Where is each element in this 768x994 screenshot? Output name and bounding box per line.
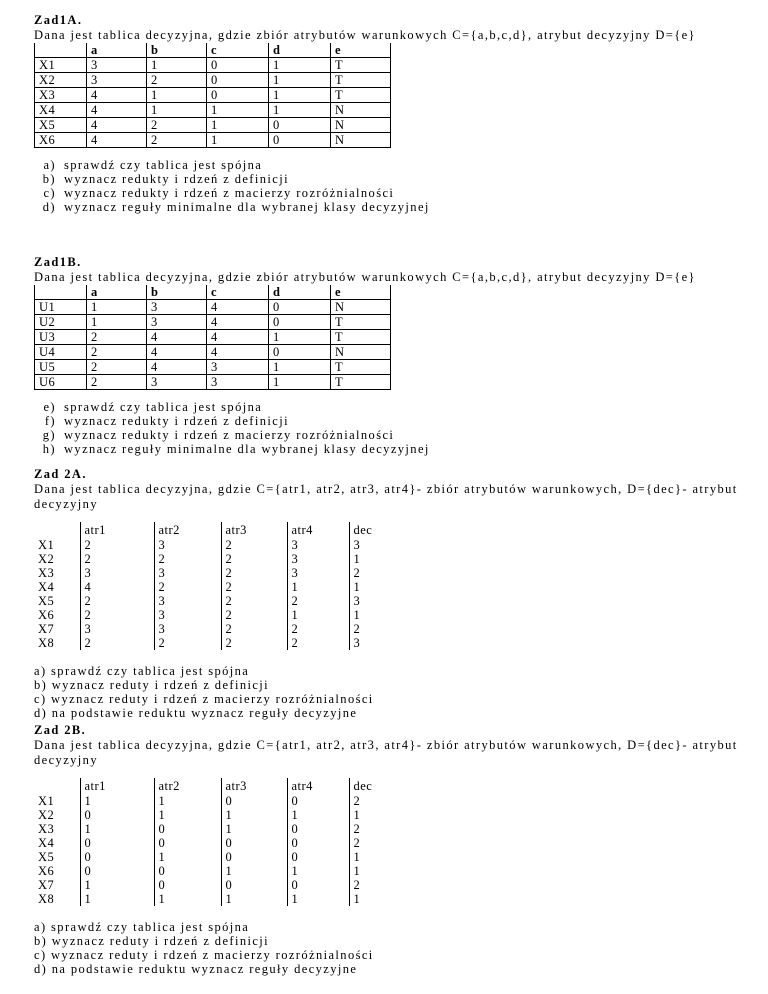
section-description: Dana jest tablica decyzyjna, gdzie zbiór atrybutów warunkowych C={a,b,c,d}, atrybut decyzyjny D={e}	[34, 270, 696, 284]
section-title: Zad1B.	[34, 255, 82, 269]
row-label: U6	[35, 375, 87, 390]
section-title: Zad1A.	[34, 13, 83, 27]
task-item	[34, 414, 754, 428]
table-row	[34, 836, 399, 850]
table-cell: 4	[147, 360, 207, 375]
section-description: Dana jest tablica decyzyjna, gdzie zbiór atrybutów warunkowych C={a,b,c,d}, atrybut decyzyjny D={e}	[34, 28, 696, 42]
table-row	[35, 315, 391, 330]
table-cell: T	[331, 315, 391, 330]
task-item	[34, 664, 754, 678]
task-text: sprawdź czy tablica jest spójna	[51, 920, 250, 934]
table-row	[34, 878, 399, 892]
row-label: X5	[38, 594, 55, 608]
table-cell: 1	[287, 608, 349, 622]
task-item	[34, 948, 754, 962]
task-item	[34, 920, 754, 934]
table-cell: 3	[80, 622, 154, 636]
table-cell: 2	[221, 622, 287, 636]
table-cell: 4	[87, 103, 147, 118]
table-cell: 3	[287, 538, 349, 552]
task-text: sprawdź czy tablica jest spójna	[51, 664, 250, 678]
table-cell: 2	[80, 608, 154, 622]
task-list	[34, 400, 754, 456]
table-cell: 4	[207, 315, 269, 330]
table-cell: 4	[207, 330, 269, 345]
task-item	[34, 934, 754, 948]
table-cell: 1	[349, 864, 399, 878]
table-cell: 0	[154, 836, 221, 850]
table-cell: 1	[221, 808, 287, 822]
table-cell: 4	[87, 88, 147, 103]
table-cell: 0	[207, 73, 269, 88]
table-cell: 3	[207, 360, 269, 375]
table-row	[34, 608, 399, 622]
table-cell: 1	[80, 822, 154, 836]
table-cell: 3	[287, 552, 349, 566]
task-item	[34, 678, 754, 692]
table-cell: T	[331, 360, 391, 375]
table-cell: N	[331, 133, 391, 148]
table-cell: N	[331, 300, 391, 315]
decision-table	[34, 522, 399, 650]
task-text: wyznacz redukty i rdzeń z macierzy rozróżnialności	[64, 186, 395, 200]
row-label: X5	[38, 850, 55, 864]
table-cell: 3	[147, 300, 207, 315]
row-label: X6	[35, 133, 87, 148]
table-cell: N	[331, 345, 391, 360]
row-label: U5	[35, 360, 87, 375]
decision-table	[34, 43, 391, 148]
column-header: a	[87, 285, 147, 300]
table-cell: 1	[80, 878, 154, 892]
task-label: c)	[43, 186, 56, 200]
table-cell: 0	[269, 345, 331, 360]
table-cell: 1	[287, 892, 349, 906]
table-cell: 0	[269, 300, 331, 315]
task-label: c)	[34, 692, 47, 706]
row-label: X5	[35, 118, 87, 133]
task-label: b)	[34, 934, 48, 948]
table-cell: 2	[147, 73, 207, 88]
table-cell: 1	[80, 794, 154, 808]
table-cell: 4	[207, 345, 269, 360]
table-cell: 3	[287, 566, 349, 580]
task-text: wyznacz redukty i rdzeń z definicji	[64, 414, 289, 428]
table-cell: 3	[349, 636, 399, 650]
row-label: X4	[38, 836, 55, 850]
table-cell: 1	[87, 300, 147, 315]
table-row	[35, 73, 391, 88]
table-cell: 2	[287, 622, 349, 636]
table-cell: 3	[87, 73, 147, 88]
table-row	[34, 566, 399, 580]
column-header: atr1	[80, 778, 154, 794]
table-cell: 0	[80, 808, 154, 822]
section-zad2a	[34, 467, 754, 720]
table-header-row	[34, 778, 399, 794]
table-cell: 0	[221, 794, 287, 808]
section-zad2b	[34, 723, 754, 976]
column-header: atr2	[154, 778, 221, 794]
section-zad1a	[34, 13, 754, 214]
table-row	[34, 808, 399, 822]
decision-table	[34, 778, 399, 906]
table-row	[35, 330, 391, 345]
table-cell: 1	[349, 892, 399, 906]
task-item	[34, 400, 754, 414]
task-label: b)	[34, 678, 48, 692]
task-list	[34, 920, 754, 976]
task-text: wyznacz reduty i rdzeń z definicji	[51, 678, 270, 692]
table-cell: 0	[269, 133, 331, 148]
section-zad1b	[34, 255, 754, 456]
row-label: X2	[38, 808, 55, 822]
task-label: d)	[34, 962, 48, 976]
table-cell: 4	[80, 580, 154, 594]
table-cell: 0	[154, 864, 221, 878]
table-row	[34, 794, 399, 808]
table-row	[34, 622, 399, 636]
table-row	[35, 118, 391, 133]
table-cell: 0	[221, 836, 287, 850]
table-cell: 2	[154, 552, 221, 566]
table-cell: 1	[147, 103, 207, 118]
task-label: d)	[42, 200, 56, 214]
task-label: e)	[43, 400, 56, 414]
table-cell: 1	[349, 580, 399, 594]
table-cell: 2	[80, 594, 154, 608]
column-header	[34, 778, 80, 794]
task-label: h)	[42, 442, 56, 456]
task-text: wyznacz redukty i rdzeń z macierzy rozróżnialności	[64, 428, 395, 442]
task-list	[34, 664, 754, 720]
table-row	[35, 103, 391, 118]
table-cell: 3	[154, 608, 221, 622]
table-cell: 2	[349, 566, 399, 580]
task-item	[34, 172, 754, 186]
table-cell: 0	[287, 878, 349, 892]
row-label: X2	[38, 552, 55, 566]
task-item	[34, 442, 754, 456]
task-label: c)	[34, 948, 47, 962]
table-cell: T	[331, 88, 391, 103]
table-cell: 3	[147, 375, 207, 390]
section-description: Dana jest tablica decyzyjna, gdzie C={atr1, atr2, atr3, atr4}- zbiór atrybutów warunkowych, D={dec}- atrybut decyzyjny	[34, 482, 738, 511]
task-label: a)	[43, 158, 56, 172]
table-row	[35, 375, 391, 390]
table-cell: 2	[221, 538, 287, 552]
table-cell: 1	[287, 864, 349, 878]
row-label: X7	[38, 622, 55, 636]
task-item	[34, 706, 754, 720]
column-header	[35, 43, 87, 58]
row-label: X8	[38, 892, 55, 906]
table-cell: 0	[287, 822, 349, 836]
table-cell: 2	[221, 594, 287, 608]
table-row	[35, 360, 391, 375]
column-header	[34, 522, 80, 538]
column-header: a	[87, 43, 147, 58]
task-label: a)	[34, 920, 47, 934]
table-cell: 4	[207, 300, 269, 315]
table-cell: T	[331, 375, 391, 390]
table-cell: 2	[287, 594, 349, 608]
table-cell: 2	[349, 794, 399, 808]
table-header-row	[34, 522, 399, 538]
table-cell: 3	[154, 538, 221, 552]
table-row	[34, 636, 399, 650]
task-label: d)	[34, 706, 48, 720]
row-label: U4	[35, 345, 87, 360]
table-cell: 2	[80, 552, 154, 566]
task-text: wyznacz reduty i rdzeń z macierzy rozróżnialności	[51, 692, 374, 706]
row-label: U2	[35, 315, 87, 330]
table-row	[35, 58, 391, 73]
table-cell: 3	[349, 594, 399, 608]
table-row	[35, 300, 391, 315]
table-cell: 2	[80, 538, 154, 552]
table-cell: 1	[349, 808, 399, 822]
table-cell: 4	[147, 330, 207, 345]
table-cell: 1	[287, 580, 349, 594]
table-cell: 2	[349, 836, 399, 850]
column-header: atr4	[287, 778, 349, 794]
table-cell: 2	[221, 566, 287, 580]
task-item	[34, 962, 754, 976]
table-cell: 1	[221, 892, 287, 906]
row-label: X1	[38, 794, 55, 808]
table-cell: 2	[221, 580, 287, 594]
column-header: e	[331, 43, 391, 58]
table-cell: 2	[349, 878, 399, 892]
table-cell: 0	[80, 850, 154, 864]
table-cell: 3	[87, 58, 147, 73]
task-item	[34, 186, 754, 200]
task-text: sprawdź czy tablica jest spójna	[64, 158, 263, 172]
task-text: wyznacz reduty i rdzeń z macierzy rozróżnialności	[51, 948, 374, 962]
table-cell: 1	[349, 850, 399, 864]
task-text: wyznacz redukty i rdzeń z definicji	[64, 172, 289, 186]
table-cell: 0	[80, 836, 154, 850]
table-cell: 0	[287, 836, 349, 850]
column-header: atr1	[80, 522, 154, 538]
table-cell: T	[331, 58, 391, 73]
column-header: atr2	[154, 522, 221, 538]
task-label: b)	[42, 172, 56, 186]
column-header: atr3	[221, 778, 287, 794]
row-label: X3	[38, 822, 55, 836]
table-cell: 0	[154, 878, 221, 892]
column-header: d	[269, 285, 331, 300]
column-header	[35, 285, 87, 300]
table-cell: 2	[147, 118, 207, 133]
row-label: X1	[38, 538, 55, 552]
table-cell: 1	[269, 73, 331, 88]
task-text: wyznacz reguły minimalne dla wybranej klasy decyzyjnej	[64, 200, 430, 214]
table-cell: 1	[147, 58, 207, 73]
table-row	[34, 552, 399, 566]
table-cell: 2	[87, 360, 147, 375]
table-cell: 1	[154, 892, 221, 906]
section-description: Dana jest tablica decyzyjna, gdzie C={atr1, atr2, atr3, atr4}- zbiór atrybutów warunkowych, D={dec}- atrybut decyzyjny	[34, 738, 738, 767]
table-cell: 2	[87, 330, 147, 345]
table-cell: 1	[207, 118, 269, 133]
table-cell: 0	[269, 118, 331, 133]
table-cell: 0	[287, 794, 349, 808]
table-cell: 1	[269, 330, 331, 345]
table-cell: 1	[87, 315, 147, 330]
task-label: g)	[42, 428, 56, 442]
table-cell: 2	[287, 636, 349, 650]
table-cell: 3	[154, 594, 221, 608]
table-cell: 0	[207, 58, 269, 73]
table-row	[34, 594, 399, 608]
column-header: dec	[349, 778, 399, 794]
table-cell: 3	[147, 315, 207, 330]
table-cell: 1	[349, 608, 399, 622]
task-text: na podstawie reduktu wyznacz reguły decyzyjne	[51, 962, 358, 976]
table-cell: 1	[147, 88, 207, 103]
row-label: U1	[35, 300, 87, 315]
row-label: X4	[38, 580, 55, 594]
column-header: b	[147, 43, 207, 58]
table-row	[34, 864, 399, 878]
row-label: X6	[38, 864, 55, 878]
table-cell: 1	[221, 822, 287, 836]
task-item	[34, 158, 754, 172]
row-label: U3	[35, 330, 87, 345]
table-cell: 0	[287, 850, 349, 864]
task-item	[34, 428, 754, 442]
column-header: c	[207, 43, 269, 58]
task-text: na podstawie reduktu wyznacz reguły decyzyjne	[51, 706, 358, 720]
table-cell: 0	[221, 878, 287, 892]
table-header-row	[35, 43, 391, 58]
table-cell: 1	[80, 892, 154, 906]
table-cell: 1	[269, 103, 331, 118]
table-cell: T	[331, 73, 391, 88]
decision-table	[34, 285, 391, 390]
table-cell: 1	[154, 808, 221, 822]
table-cell: 3	[207, 375, 269, 390]
table-cell: 1	[269, 375, 331, 390]
row-label: X4	[35, 103, 87, 118]
table-row	[34, 580, 399, 594]
task-text: sprawdź czy tablica jest spójna	[64, 400, 263, 414]
task-text: wyznacz reduty i rdzeń z definicji	[51, 934, 270, 948]
table-row	[34, 822, 399, 836]
table-cell: 0	[269, 315, 331, 330]
table-cell: 1	[269, 58, 331, 73]
section-title: Zad 2A.	[34, 467, 87, 481]
task-item	[34, 200, 754, 214]
table-row	[35, 345, 391, 360]
column-header: e	[331, 285, 391, 300]
table-cell: 2	[80, 636, 154, 650]
row-label: X3	[35, 88, 87, 103]
task-list	[34, 158, 754, 214]
table-header-row	[35, 285, 391, 300]
task-item	[34, 692, 754, 706]
table-cell: 0	[80, 864, 154, 878]
table-cell: 1	[269, 88, 331, 103]
table-cell: 0	[207, 88, 269, 103]
table-cell: 3	[154, 566, 221, 580]
section-title: Zad 2B.	[34, 723, 87, 737]
table-cell: 2	[87, 345, 147, 360]
table-row	[34, 850, 399, 864]
table-cell: 1	[221, 864, 287, 878]
table-cell: 4	[87, 133, 147, 148]
column-header: d	[269, 43, 331, 58]
task-text: wyznacz reguły minimalne dla wybranej klasy decyzyjnej	[64, 442, 430, 456]
table-cell: 0	[221, 850, 287, 864]
table-cell: N	[331, 118, 391, 133]
table-cell: 0	[154, 822, 221, 836]
table-cell: 1	[154, 850, 221, 864]
table-cell: 2	[349, 622, 399, 636]
table-cell: 1	[349, 552, 399, 566]
column-header: atr4	[287, 522, 349, 538]
table-cell: T	[331, 330, 391, 345]
table-row	[34, 892, 399, 906]
row-label: X6	[38, 608, 55, 622]
table-cell: 1	[269, 360, 331, 375]
column-header: dec	[349, 522, 399, 538]
table-cell: 4	[87, 118, 147, 133]
table-cell: 2	[154, 580, 221, 594]
table-cell: 2	[147, 133, 207, 148]
table-row	[35, 133, 391, 148]
row-label: X8	[38, 636, 55, 650]
table-cell: 2	[221, 552, 287, 566]
row-label: X3	[38, 566, 55, 580]
table-cell: 2	[221, 636, 287, 650]
task-label: f)	[44, 414, 56, 428]
table-cell: 2	[87, 375, 147, 390]
table-cell: 2	[349, 822, 399, 836]
column-header: c	[207, 285, 269, 300]
table-cell: 4	[147, 345, 207, 360]
table-cell: 2	[221, 608, 287, 622]
table-cell: 3	[80, 566, 154, 580]
table-cell: 3	[349, 538, 399, 552]
table-cell: 1	[207, 103, 269, 118]
table-cell: 2	[154, 636, 221, 650]
table-cell: 1	[154, 794, 221, 808]
table-cell: 1	[207, 133, 269, 148]
column-header: b	[147, 285, 207, 300]
table-cell: N	[331, 103, 391, 118]
row-label: X1	[35, 58, 87, 73]
table-row	[34, 538, 399, 552]
table-cell: 1	[287, 808, 349, 822]
task-label: a)	[34, 664, 47, 678]
row-label: X2	[35, 73, 87, 88]
row-label: X7	[38, 878, 55, 892]
table-row	[35, 88, 391, 103]
table-cell: 3	[154, 622, 221, 636]
column-header: atr3	[221, 522, 287, 538]
